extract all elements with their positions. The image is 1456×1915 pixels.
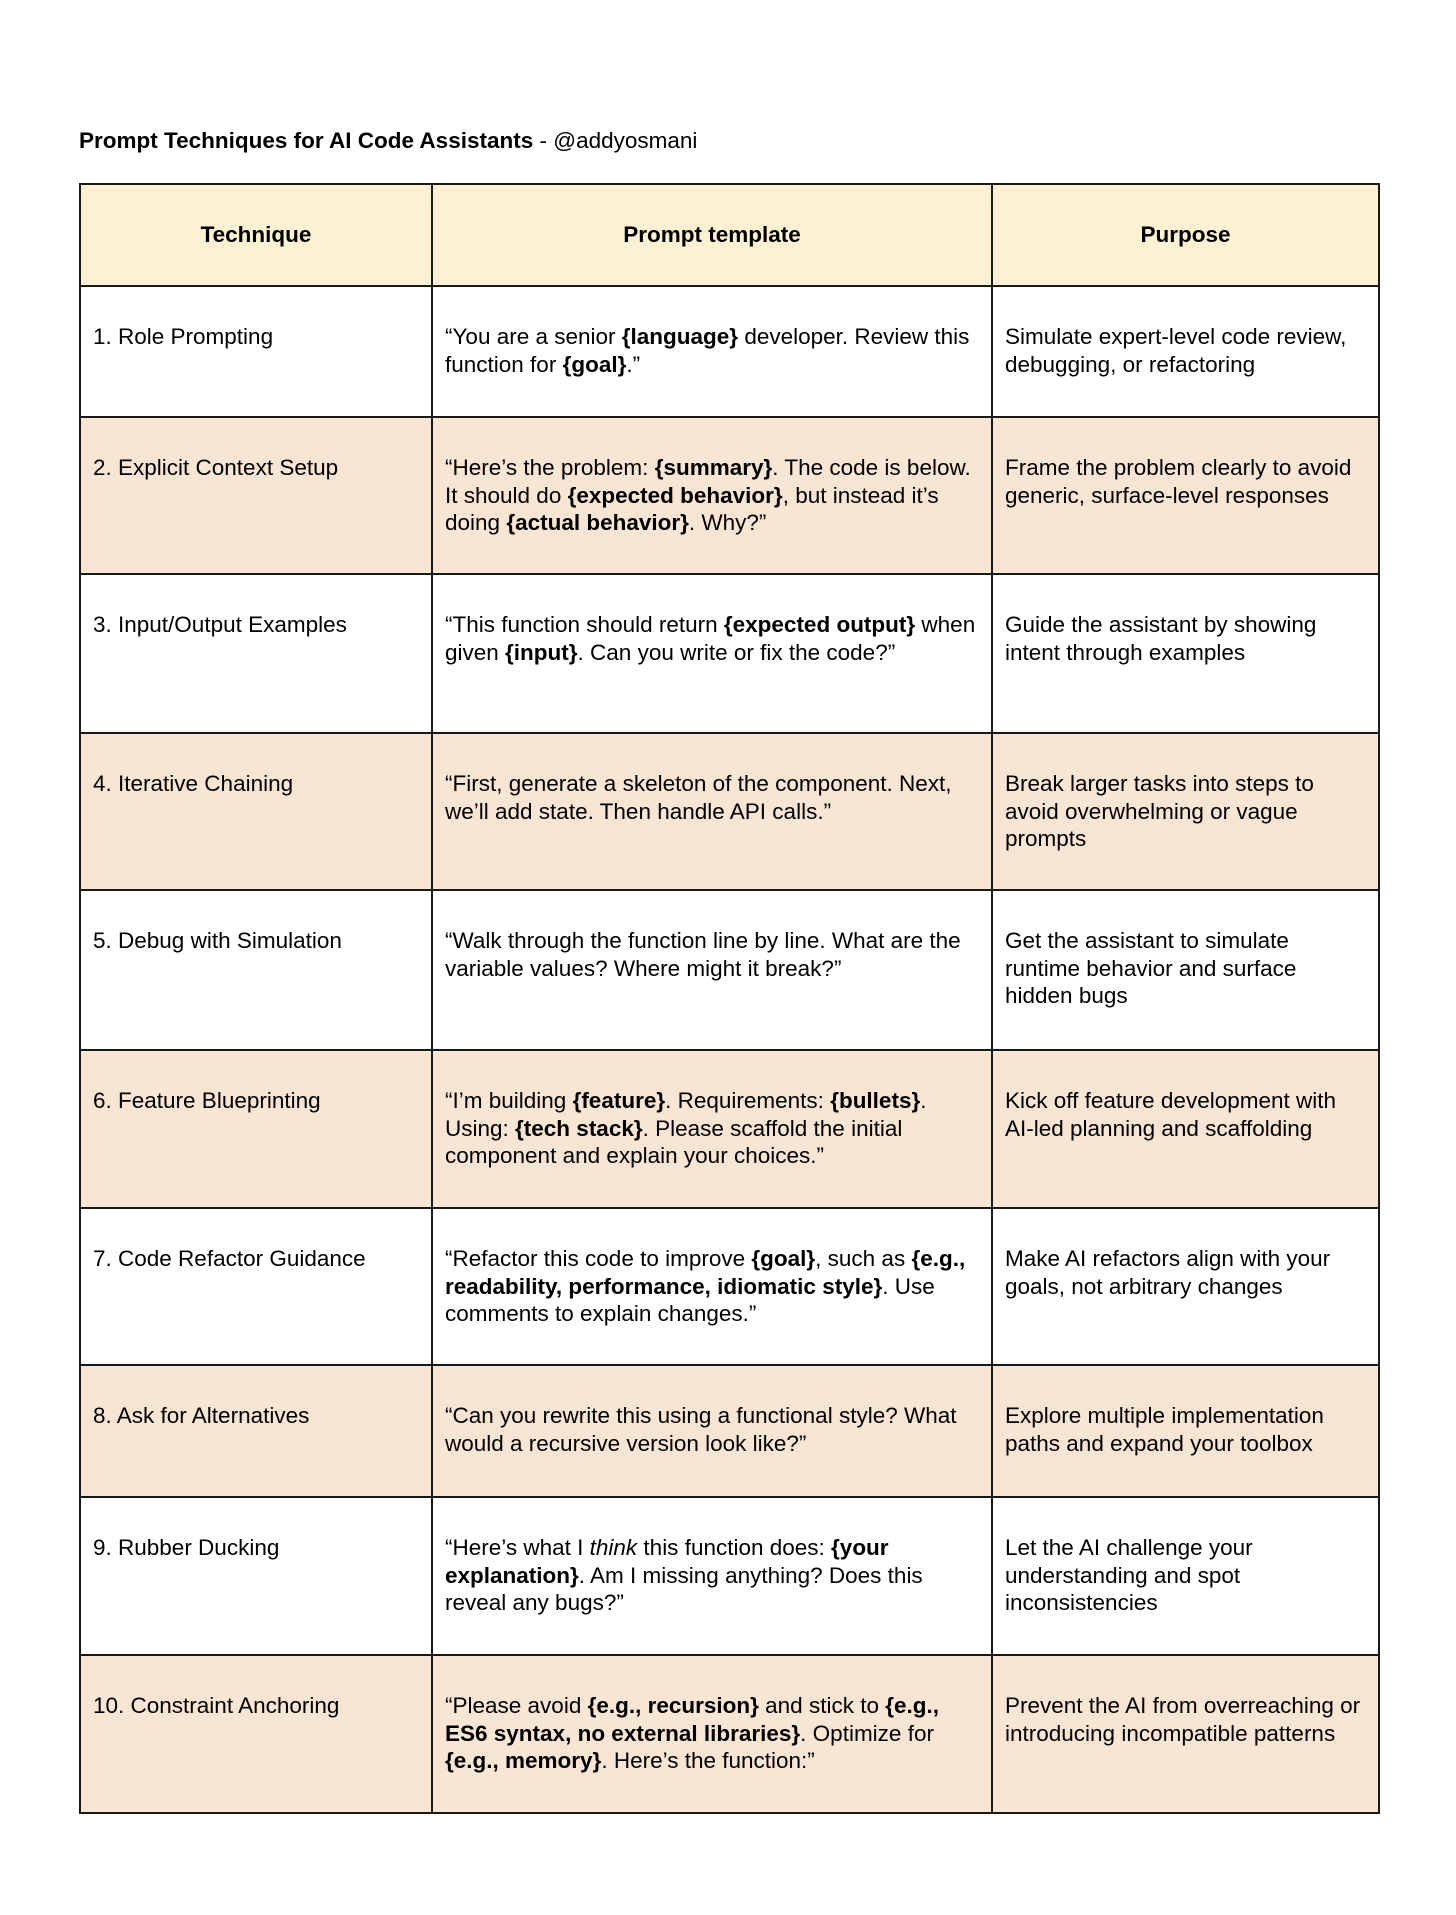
- prompt-template-cell: [432, 417, 992, 574]
- title-author: - @addyosmani: [533, 128, 698, 153]
- technique-cell: 1. Role Prompting: [80, 286, 432, 417]
- template-text: “Here’s the problem:: [445, 455, 655, 480]
- template-text: . Using:: [445, 1088, 927, 1141]
- table-row: [80, 733, 1379, 890]
- placeholder-text: {bullets}: [830, 1088, 921, 1113]
- template-text: “Walk through the function line by line. What are the variable values? Where might it break?”: [445, 928, 961, 981]
- placeholder-text: {e.g., recursion}: [587, 1693, 759, 1718]
- purpose-cell: Let the AI challenge your understanding and spot inconsistencies: [992, 1497, 1379, 1655]
- techniques-table: [79, 183, 1380, 1814]
- placeholder-text: {summary}: [654, 455, 773, 480]
- placeholder-text: {e.g., readability, performance, idiomatic style}: [445, 1246, 966, 1299]
- header-prompt-template: Prompt template: [432, 184, 992, 286]
- table-row: [80, 1050, 1379, 1208]
- placeholder-text: {actual behavior}: [506, 510, 689, 535]
- template-text: .”: [626, 351, 641, 377]
- prompt-template-cell: [432, 1208, 992, 1365]
- table-row: [80, 1365, 1379, 1497]
- placeholder-text: {expected output}: [723, 612, 916, 637]
- prompt-template-cell: [432, 1365, 992, 1497]
- template-text: “Here’s what I: [445, 1535, 590, 1560]
- prompt-template-cell: [432, 286, 992, 417]
- template-text: . Why?”: [688, 510, 767, 535]
- placeholder-text: {feature}: [572, 1088, 666, 1113]
- purpose-cell: Get the assistant to simulate runtime behavior and surface hidden bugs: [992, 890, 1379, 1050]
- table-row: [80, 286, 1379, 417]
- template-text: . Use comments to explain changes.”: [445, 1273, 935, 1326]
- template-text: , such as: [815, 1246, 912, 1271]
- technique-cell: 4. Iterative Chaining: [80, 733, 432, 890]
- table-row: [80, 417, 1379, 574]
- table-row: [80, 574, 1379, 733]
- prompt-template-cell: [432, 1655, 992, 1813]
- technique-cell: 7. Code Refactor Guidance: [80, 1208, 432, 1365]
- technique-cell: 9. Rubber Ducking: [80, 1497, 432, 1655]
- purpose-cell: Make AI refactors align with your goals, not arbitrary changes: [992, 1208, 1379, 1365]
- prompt-template-cell: [432, 890, 992, 1050]
- table-row: [80, 1208, 1379, 1365]
- header-purpose: Purpose: [992, 184, 1379, 286]
- prompt-template-cell: [432, 1050, 992, 1208]
- table-header-row: [80, 184, 1379, 286]
- template-text: “Can you rewrite this using a functional style? What would a recursive version look like?”: [445, 1403, 957, 1456]
- template-text: “Refactor this code to improve: [445, 1246, 752, 1271]
- header-technique: Technique: [80, 184, 432, 286]
- template-text: . The code is below. It should do: [445, 455, 971, 508]
- purpose-cell: Guide the assistant by showing intent through examples: [992, 574, 1379, 733]
- template-text: “First, generate a skeleton of the component. Next, we’ll add state. Then handle API calls.”: [445, 771, 952, 824]
- template-text: . Can you write or fix the code?”: [577, 639, 896, 665]
- technique-cell: 3. Input/Output Examples: [80, 574, 432, 733]
- template-text: this function does:: [637, 1535, 832, 1560]
- document-title: [79, 127, 697, 155]
- purpose-cell: Kick off feature development with AI-led planning and scaffolding: [992, 1050, 1379, 1208]
- technique-cell: 6. Feature Blueprinting: [80, 1050, 432, 1208]
- placeholder-text: {input}: [505, 639, 578, 665]
- table-row: [80, 1497, 1379, 1655]
- template-text: “This function should return: [445, 612, 724, 637]
- table-row: [80, 1655, 1379, 1813]
- template-text: . Requirements:: [665, 1088, 831, 1113]
- template-text: “I’m building: [445, 1088, 573, 1113]
- purpose-cell: Prevent the AI from overreaching or introducing incompatible patterns: [992, 1655, 1379, 1813]
- placeholder-text: {tech stack}: [515, 1115, 643, 1141]
- prompt-template-cell: [432, 733, 992, 890]
- placeholder-text: {your explanation}: [445, 1535, 889, 1588]
- technique-cell: 10. Constraint Anchoring: [80, 1655, 432, 1813]
- prompt-template-cell: [432, 1497, 992, 1655]
- template-text: developer. Review this function for: [445, 324, 970, 377]
- placeholder-text: {expected behavior}: [567, 482, 783, 508]
- placeholder-text: {language}: [621, 324, 739, 349]
- purpose-cell: Explore multiple implementation paths and expand your toolbox: [992, 1365, 1379, 1497]
- placeholder-text: {e.g., ES6 syntax, no external libraries}: [445, 1693, 939, 1746]
- template-text: and stick to: [758, 1693, 886, 1718]
- emphasis-text: think: [589, 1535, 638, 1560]
- purpose-cell: Break larger tasks into steps to avoid overwhelming or vague prompts: [992, 733, 1379, 890]
- template-text: . Am I missing anything? Does this reveal any bugs?”: [445, 1562, 923, 1615]
- technique-cell: 2. Explicit Context Setup: [80, 417, 432, 574]
- technique-cell: 5. Debug with Simulation: [80, 890, 432, 1050]
- placeholder-text: {goal}: [562, 351, 627, 377]
- template-text: when given: [445, 612, 976, 665]
- placeholder-text: {goal}: [751, 1246, 816, 1271]
- template-text: , but instead it’s doing: [445, 482, 939, 535]
- template-text: “You are a senior: [445, 324, 622, 349]
- template-text: . Please scaffold the initial component and explain your choices.”: [445, 1115, 903, 1168]
- template-text: “Please avoid: [445, 1693, 588, 1718]
- technique-cell: 8. Ask for Alternatives: [80, 1365, 432, 1497]
- template-text: . Here’s the function:”: [601, 1748, 815, 1773]
- purpose-cell: Frame the problem clearly to avoid generic, surface-level responses: [992, 417, 1379, 574]
- table-row: [80, 890, 1379, 1050]
- purpose-cell: Simulate expert-level code review, debugging, or refactoring: [992, 286, 1379, 417]
- placeholder-text: {e.g., memory}: [445, 1748, 602, 1773]
- title-main: Prompt Techniques for AI Code Assistants: [79, 128, 534, 153]
- prompt-template-cell: [432, 574, 992, 733]
- template-text: . Optimize for: [800, 1720, 934, 1746]
